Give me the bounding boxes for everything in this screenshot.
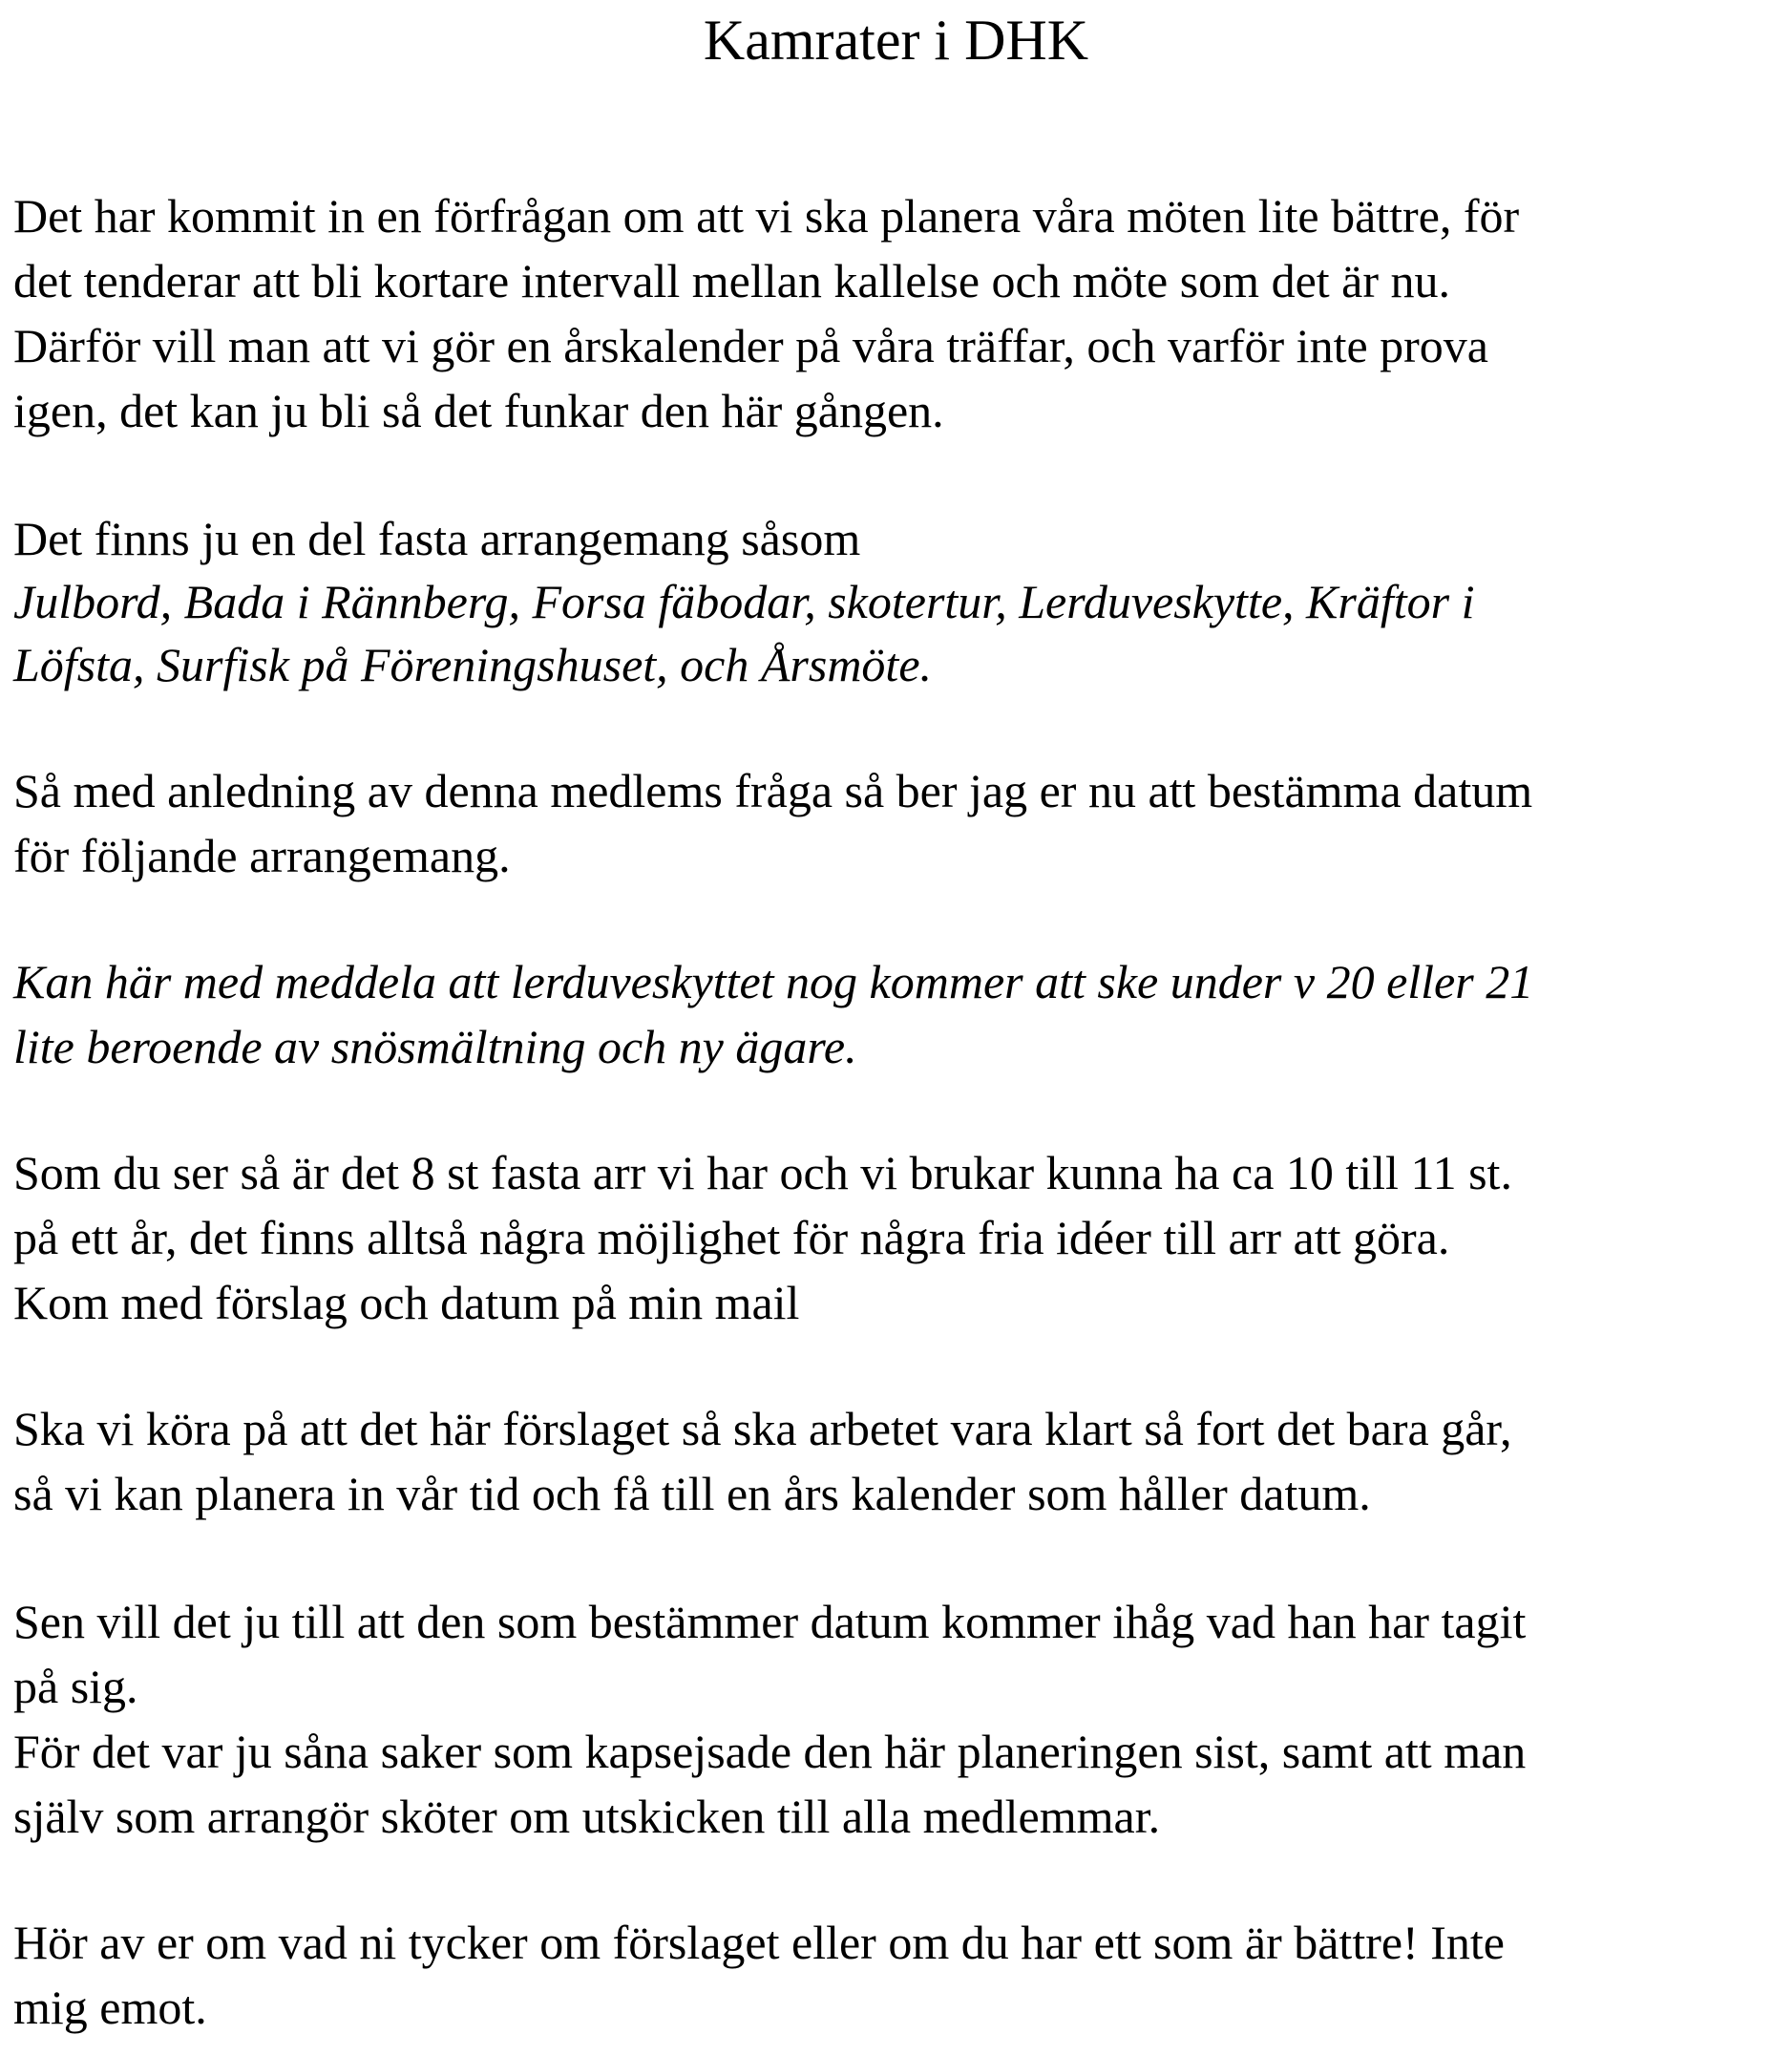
paragraph-2-line-1: Det finns ju en del fasta arrangemang såsom [13, 512, 861, 565]
paragraph-6-line-2: på sig. [13, 1660, 138, 1713]
paragraph-7-line-2: själv som arrangör sköter om utskicken till alla medlemmar. [13, 1790, 1161, 1843]
document-title: Kamrater i DHK [703, 9, 1089, 72]
paragraph-8-line-2: mig emot. [13, 1981, 207, 2034]
paragraph-7-line-1: För det var ju såna saker som kapsejsade den här planeringen sist, samt att man [13, 1725, 1527, 1778]
paragraph-8-line-1: Hör av er om vad ni tycker om förslaget eller om du har ett som är bättre! Inte [13, 1916, 1505, 1969]
paragraph-6-line-1: Sen vill det ju till att den som bestämmer datum kommer ihåg vad han har tagit [13, 1595, 1527, 1648]
event-list-line-1: Julbord, Bada i Rännberg, Forsa fäbodar, skotertur, Lerduveskytte, Kräftor i [13, 575, 1475, 628]
event-list-line-2: Löfsta, Surfisk på Föreningshuset, och Årsmöte. [13, 638, 933, 691]
note-line-1: Kan här med meddela att lerduveskyttet nog kommer att ske under v 20 eller 21 [13, 955, 1534, 1008]
paragraph-1-line-2: det tenderar att bli kortare intervall mellan kallelse och möte som det är nu. [13, 254, 1451, 307]
note-line-2: lite beroende av snösmältning och ny ägare. [13, 1020, 857, 1073]
paragraph-5-line-1: Ska vi köra på att det här förslaget så ska arbetet vara klart så fort det bara går, [13, 1402, 1512, 1455]
paragraph-3-line-2: för följande arrangemang. [13, 829, 511, 882]
paragraph-5-line-2: så vi kan planera in vår tid och få till en års kalender som håller datum. [13, 1467, 1371, 1520]
paragraph-4-line-2: på ett år, det finns alltså några möjlighet för några fria idéer till arr att göra. [13, 1211, 1450, 1264]
paragraph-4-line-1: Som du ser så är det 8 st fasta arr vi har och vi brukar kunna ha ca 10 till 11 st. [13, 1146, 1512, 1199]
paragraph-1-line-3: Därför vill man att vi gör en årskalender på våra träffar, och varför inte prova [13, 319, 1488, 372]
paragraph-4-line-3: Kom med förslag och datum på min mail [13, 1276, 800, 1329]
paragraph-1-line-1: Det har kommit in en förfrågan om att vi ska planera våra möten lite bättre, för [13, 189, 1520, 243]
paragraph-3-line-1: Så med anledning av denna medlems fråga så ber jag er nu att bestämma datum [13, 764, 1533, 817]
paragraph-1-line-4: igen, det kan ju bli så det funkar den här gången. [13, 384, 944, 437]
